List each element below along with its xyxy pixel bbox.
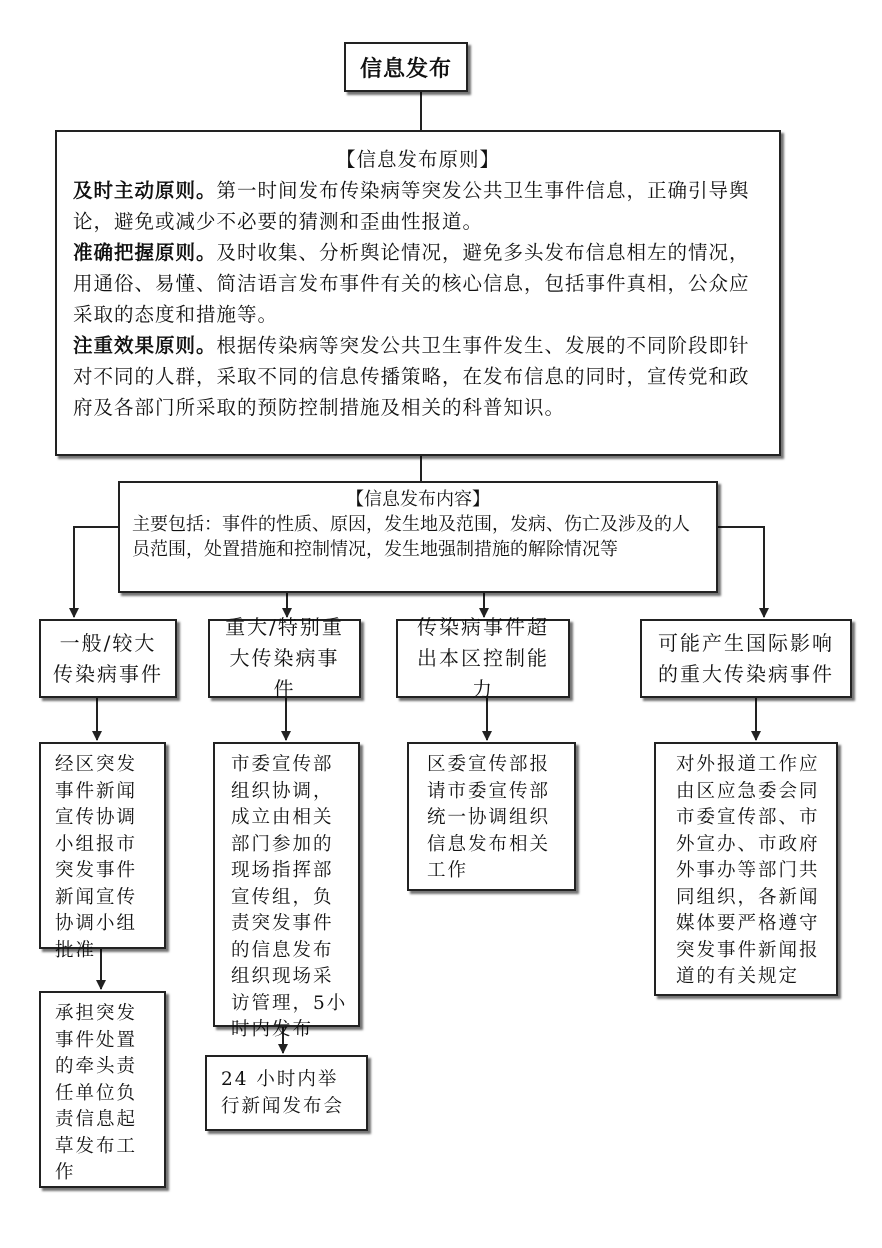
arrow-to-category-1 (74, 527, 118, 617)
principle-timely-text: 第一时间发布传染病等突发公共卫生事件信息，正确引导舆论，避免或减少不必要的猜测和歪曲性报道。 (73, 179, 750, 233)
c3-step1-box (407, 742, 576, 891)
c2-step1-text: 市委宣传部组织协调，成立由相关部门参加的现场指挥部宣传组，负责突发事件的信息发布组织现场采访管理，5小时内发布 (231, 754, 348, 1040)
principle-accurate (73, 237, 763, 330)
content-box (118, 481, 718, 593)
category-international-impact (640, 619, 852, 698)
category-serious-extraordinary (208, 615, 361, 701)
category-label: 传染病事件超出本区控制能力 (417, 615, 549, 701)
principle-accurate-text: 及时收集、分析舆论情况，避免多头发布信息相左的情况，用通俗、易懂、简洁语言发布事件有关的核心信息，包括事件真相，公众应采取的态度和措施等。 (73, 241, 750, 326)
principle-effect-name: 注重效果原则。 (73, 334, 217, 357)
principles-box (55, 130, 781, 456)
c4-step1-text: 对外报道工作应由区应急委会同市委宣传部、市外宣办、市政府外事办等部门共同组织，各新闻媒体要严格遵守突发事件新闻报道的有关规定 (676, 754, 820, 987)
arrow-to-category-4 (718, 527, 764, 617)
c4-step1-box (654, 742, 838, 996)
category-label: 可能产生国际影响的重大传染病事件 (658, 630, 834, 686)
c1-step2-text: 承担突发事件处置的牵头责任单位负责信息起草发布工作 (55, 1003, 138, 1183)
c1-step1-box (39, 742, 166, 961)
c2-step2-text: 24 小时内举行新闻发布会 (221, 1069, 345, 1117)
principle-effect-text: 根据传染病等突发公共卫生事件发生、发展的不同阶段即针对不同的人群，采取不同的信息传播策略，在发布信息的同时，宣传党和政府及各部门所采取的预防控制措施及相关的科普知识。 (73, 334, 750, 419)
principle-effect (73, 330, 763, 423)
c3-step1-text: 区委宣传部报请市委宣传部统一协调组织信息发布相关工作 (427, 754, 551, 881)
c2-step2-box (205, 1055, 368, 1131)
info-release-title-box (344, 42, 468, 92)
category-beyond-district-control (396, 615, 570, 701)
category-general-major (39, 619, 177, 698)
c2-step1-box (213, 742, 360, 1040)
c1-step2-box (39, 991, 166, 1188)
content-text: 主要包括：事件的性质、原因，发生地及范围，发病、伤亡及涉及的人员范围，处置措施和控制情况，发生地强制措施的解除情况等 (132, 514, 690, 560)
info-release-title: 信息发布 (359, 56, 452, 82)
principles-heading: 【信息发布原则】 (335, 148, 500, 171)
category-label: 重大/特别重大传染病事件 (225, 615, 344, 701)
principle-timely (73, 175, 763, 237)
category-label: 一般/较大传染病事件 (53, 630, 163, 686)
principle-timely-name: 及时主动原则。 (73, 179, 217, 202)
content-heading: 【信息发布内容】 (346, 489, 490, 510)
c1-step1-text: 经区突发事件新闻宣传协调小组报市突发事件新闻宣传协调小组批准 (55, 754, 138, 961)
principle-accurate-name: 准确把握原则。 (73, 241, 217, 264)
